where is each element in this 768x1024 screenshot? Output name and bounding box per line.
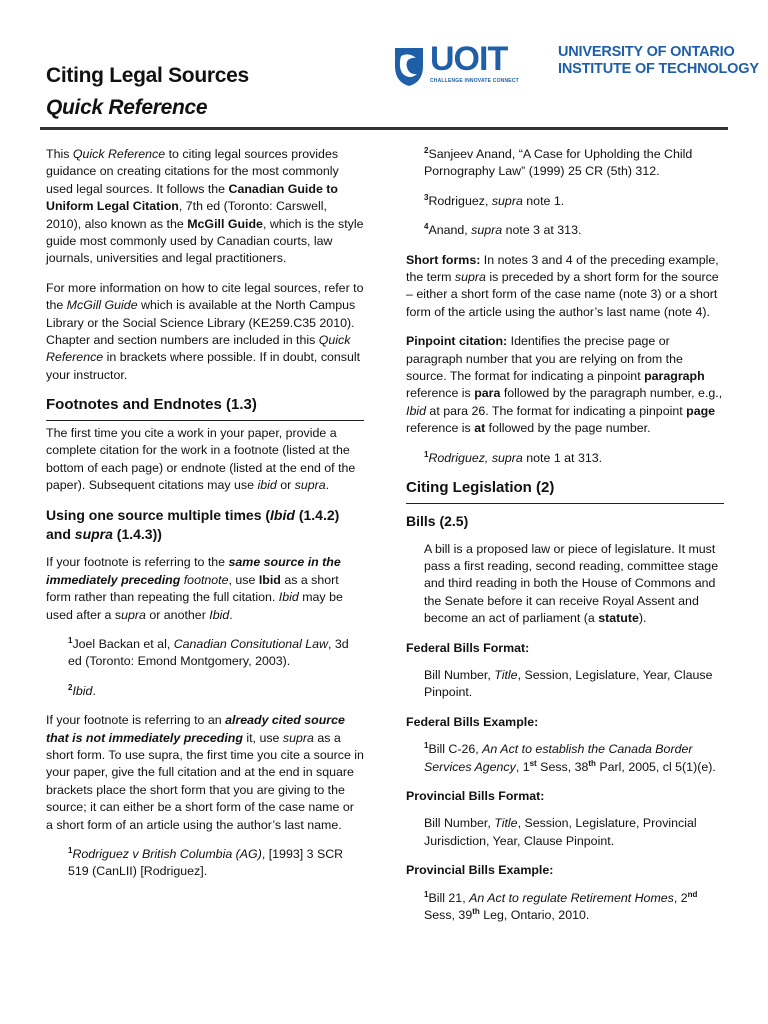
more-info-paragraph: For more information on how to cite legal sources, refer to the McGill Guide which is available at the North Campus Library or the Social Science Library (KE259.C35 2010). Chapter and section numbers are included in this Quick Reference in brackets where possible. If in doubt, consult your instructor. (46, 280, 364, 382)
logo-tagline: CHALLENGE INNOVATE CONNECT (430, 78, 519, 84)
bills-paragraph: A bill is a proposed law or piece of legislature. It must pass a first reading, second reading, committee stage and third reading in both the House of Commons and the Senate before it can receive Royal Assent and become an act of parliament (a statute). (424, 541, 719, 626)
logo-wordmark: UOIT (430, 40, 508, 78)
header-divider (40, 127, 728, 130)
one-source-heading: Using one source multiple times (Ibid (1.4.2) and supra (1.4.3)) (46, 507, 340, 543)
logo-institution-name (558, 44, 759, 78)
cited-source-paragraph: If your footnote is referring to an already cited source that is not immediately preceding it, use supra as a short form. To use supra, the first time you cite a source in your paper, give the full citation and at the end in square brackets place the short form that you are giving to the source; it can either be a short form of the case name or a short form of an article using the author’s last name. (46, 713, 364, 832)
example-footnote-1: $^1$Joel Backan et al, Canadian Consitutional Law, 3d ed (Toronto: Emond Montgomery, 2003). (68, 635, 349, 669)
provincial-example-heading: Provincial Bills Example: (406, 863, 554, 878)
bills-heading: Bills (2.5) (406, 512, 469, 529)
federal-format-heading: Federal Bills Format: (406, 640, 530, 655)
example-footnote-2: $^2$Ibid. (68, 682, 96, 698)
logo-name-line2: INSTITUTE OF TECHNOLOGY (558, 61, 759, 77)
example-footnote-5: $^3$Rodriguez, supra note 1. (424, 192, 565, 208)
left-column (46, 146, 364, 893)
pinpoint-paragraph: Pinpoint citation: Identifies the precise page or paragraph number that you are relying on from the source. The format for indicating a pinpoint paragraph reference is para followed by the paragraph number, e.g., Ibid at para 26. The format for indicating a pinpoint page reference is at followed by the page number. (406, 334, 723, 436)
page-subtitle: Quick Reference (46, 96, 208, 119)
example-footnote-4: $^2$Sanjeev Anand, “A Case for Upholding the Child Pornography Law” (1999) 25 CR (5th) 312. (424, 145, 693, 179)
federal-example: $^1$Bill C-26, An Act to establish the Canada Border Services Agency, 1st Sess, 38th Parl, 2005, cl 5(1)(e). (424, 741, 716, 774)
provincial-format: Bill Number, Title, Session, Legislature, Provincial Jurisdiction, Year, Clause Pinpoint. (424, 816, 697, 848)
intro-paragraph: This Quick Reference to citing legal sources provides guidance on creating citations for the most commonly used legal sources. It follows the Canadian Guide to Uniform Legal Citation, 7th ed (Toronto: Carswell, 2010), also known as the McGill Guide, which is the style guide most commonly used by Canadian courts, law journals, universities and legal practitioners. (46, 147, 364, 266)
right-column (406, 146, 724, 936)
example-footnote-3: $^1$Rodriguez v British Columbia (AG), [1993] 3 SCR 519 (CanLII) [Rodriguez]. (68, 845, 344, 879)
logo-name-line1: UNIVERSITY OF ONTARIO (558, 44, 735, 60)
shield-icon (392, 44, 426, 88)
provincial-example: $^1$Bill 21, An Act to regulate Retirement Homes, 2nd Sess, 39th Leg, Ontario, 2010. (424, 889, 698, 922)
provincial-format-heading: Provincial Bills Format: (406, 788, 545, 803)
federal-format: Bill Number, Title, Session, Legislature, Year, Clause Pinpoint. (424, 667, 713, 700)
page-title: Citing Legal Sources (46, 64, 249, 87)
short-forms-paragraph: Short forms: In notes 3 and 4 of the preceding example, the term supra is preceded by a short form for the source – either a short form of the case name (note 3) or a short form of the article using the author’s last name (note 4). (406, 252, 719, 319)
legislation-heading: Citing Legislation (2) (406, 479, 724, 503)
footnotes-heading: Footnotes and Endnotes (1.3) (46, 396, 364, 420)
uoit-logo (392, 40, 759, 92)
same-source-paragraph: If your footnote is referring to the same source in the immediately preceding footnote, use Ibid as a short form rather than repeating the full citation. Ibid may be used after a supra or another Ibid. (46, 555, 343, 622)
example-footnote-6: $^4$Anand, supra note 3 at 313. (424, 222, 582, 238)
federal-example-heading: Federal Bills Example: (406, 714, 539, 729)
footnotes-paragraph: The first time you cite a work in your paper, provide a complete citation for the work in a footnote (listed at the bottom of each page) or endnote (listed at the end of the paper). Subsequent citations may use ibid or supra. (46, 425, 356, 492)
example-footnote-7: $^1$Rodriguez, supra note 1 at 313. (424, 449, 603, 465)
